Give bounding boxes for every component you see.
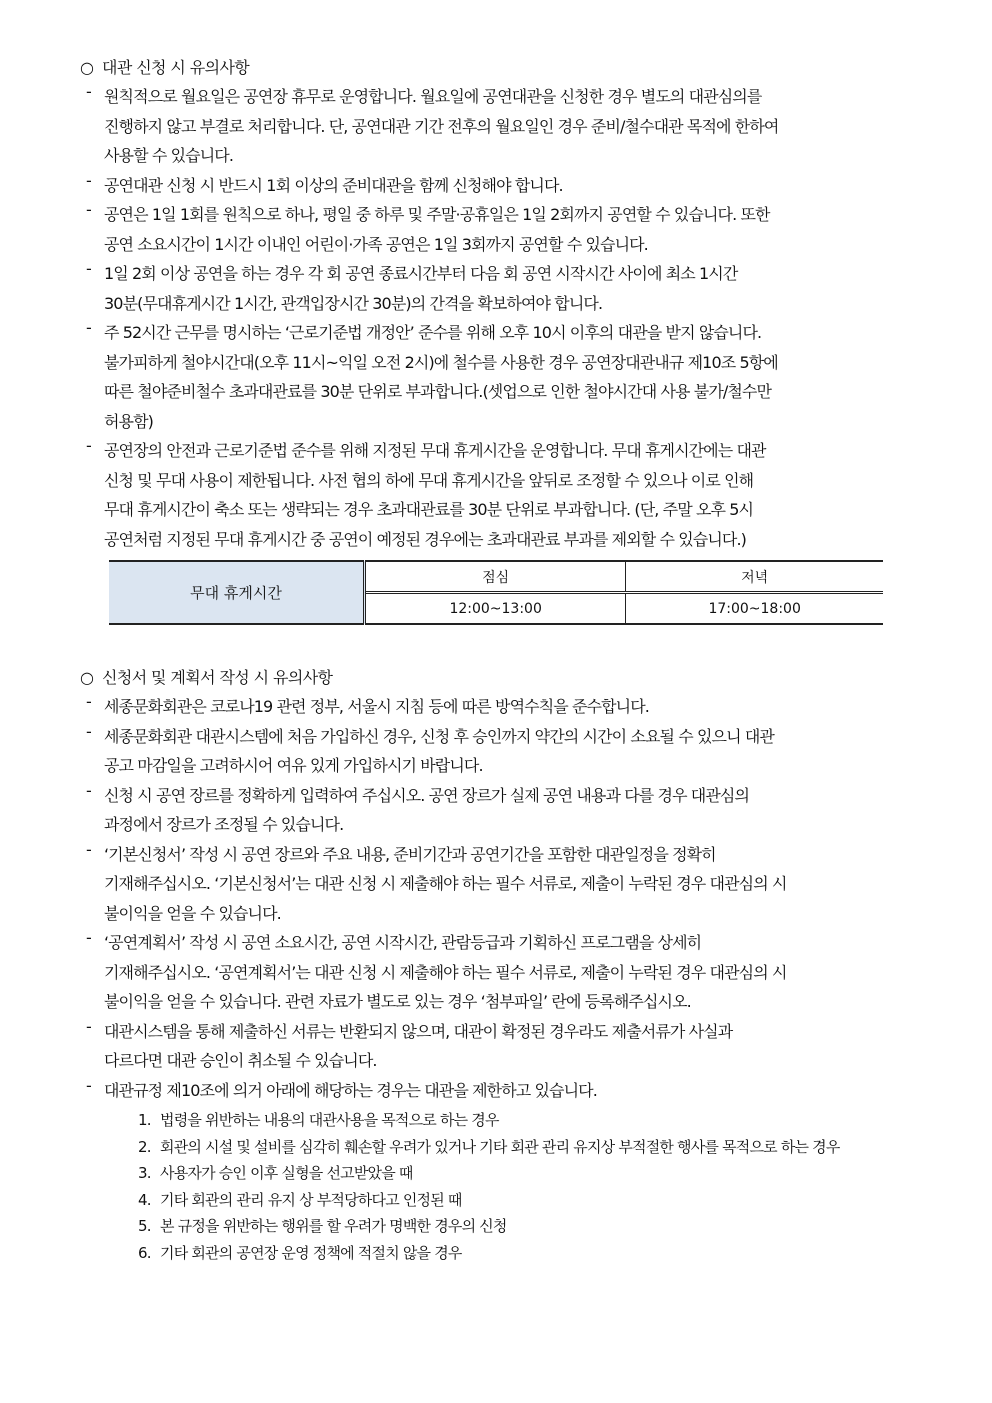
- list-item: [80, 692, 940, 722]
- text-line: 공연은 1일 1회를 원칙으로 하나, 평일 중 하루 및 주말·공휴일은 1일 2회까지 공연할 수 있습니다. 또한: [104, 205, 770, 224]
- text-line: 공연장의 안전과 근로기준법 준수를 위해 지정된 무대 휴게시간을 운영합니다. 무대 휴게시간에는 대관: [104, 441, 766, 460]
- dash-bullet-icon: -: [86, 82, 92, 101]
- text-line: 다르다면 대관 승인이 취소될 수 있습니다.: [104, 1051, 377, 1070]
- numbered-item: [138, 1160, 940, 1187]
- dash-bullet-icon: -: [86, 928, 92, 947]
- text-line: 공고 마감일을 고려하시어 여유 있게 가입하시기 바랍니다.: [104, 756, 483, 775]
- text-line: ‘공연계획서’ 작성 시 공연 소요시간, 공연 시작시간, 관람등급과 기획하신 프로그램을 상세히: [104, 933, 702, 952]
- item-number: 2.: [138, 1137, 151, 1156]
- dash-bullet-icon: -: [86, 721, 92, 741]
- text-line: 진행하지 않고 부결로 처리합니다. 단, 공연대관 기간 전후의 월요일인 경우 준비/철수대관 목적에 한하여: [104, 116, 779, 136]
- text-line: 1일 2회 이상 공연을 하는 경우 각 회 공연 종료시간부터 다음 회 공연 시작시간 사이에 최소 1시간: [104, 264, 738, 283]
- list-item: [80, 200, 940, 259]
- text-line: 원칙적으로 월요일은 공연장 휴무로 운영합니다. 월요일에 공연대관을 신청한 경우 별도의 대관심의를: [104, 87, 762, 106]
- text-line: 기재해주십시오. ‘공연계획서’는 대관 신청 시 제출해야 하는 필수 서류로, 제출이 누락된 경우 대관심의 시: [104, 962, 787, 982]
- text-line: 허용함): [104, 411, 154, 431]
- numbered-item: [138, 1213, 940, 1240]
- list-item: [80, 82, 940, 171]
- item-text: 법령을 위반하는 내용의 대관사용을 목적으로 하는 경우: [160, 1111, 499, 1129]
- list-item: [80, 1017, 940, 1076]
- text-line: 30분(무대휴게시간 1시간, 관객입장시간 30분)의 간격을 확보하여야 합니다.: [104, 293, 603, 313]
- text-line: 공연대관 신청 시 반드시 1회 이상의 준비대관을 함께 신청해야 합니다.: [104, 175, 563, 195]
- dash-bullet-icon: -: [86, 692, 92, 711]
- dash-bullet-icon: -: [86, 259, 92, 278]
- item-text: 사용자가 승인 이후 실형을 선고받았을 때: [160, 1164, 413, 1182]
- section-title: 신청서 및 계획서 작성 시 유의사항: [102, 668, 333, 687]
- list-item: [80, 781, 940, 840]
- text-line: 대관규정 제10조에 의거 아래에 해당하는 경우는 대관을 제한하고 있습니다.: [104, 1080, 597, 1100]
- text-line: 과정에서 장르가 조정될 수 있습니다.: [104, 815, 344, 834]
- item-text: 기타 회관의 공연장 운영 정책에 적절치 않을 경우: [160, 1243, 462, 1262]
- numbered-item: [138, 1134, 940, 1161]
- item-number: 1.: [138, 1111, 151, 1129]
- section-title: 대관 신청 시 유의사항: [102, 58, 250, 77]
- list-item: [80, 318, 940, 436]
- numbered-item: [138, 1240, 940, 1267]
- text-line: 불가피하게 철야시간대(오후 11시~익일 오전 2시)에 철수를 사용한 경우 공연장대관내규 제10조 5항에: [104, 352, 778, 372]
- text-line: 신청 시 공연 장르를 정확하게 입력하여 주십시오. 공연 장르가 실제 공연 내용과 다를 경우 대관심의: [104, 785, 750, 805]
- text-line: 신청 및 무대 사용이 제한됩니다. 사전 협의 하에 무대 휴게시간을 앞뒤로 조정할 수 있으나 이로 인해: [104, 470, 754, 490]
- list-item: [80, 840, 940, 929]
- dash-bullet-icon: -: [86, 839, 92, 859]
- dash-bullet-icon: -: [86, 170, 92, 190]
- text-line: 불이익을 얻을 수 있습니다.: [104, 903, 281, 923]
- text-line: 사용할 수 있습니다.: [104, 146, 234, 165]
- list-item: [80, 1076, 940, 1106]
- item-number: 6.: [138, 1243, 151, 1262]
- section-heading: [80, 664, 940, 692]
- bullet-list: [80, 82, 940, 554]
- numbered-item: [138, 1107, 940, 1134]
- bullet-list: [80, 692, 940, 1105]
- dash-bullet-icon: -: [86, 780, 92, 800]
- dash-bullet-icon: -: [86, 200, 92, 219]
- item-text: 본 규정을 위반하는 행위를 할 우려가 명백한 경우의 신청: [160, 1217, 507, 1235]
- text-line: 세종문화회관 대관시스템에 처음 가입하신 경우, 신청 후 승인까지 약간의 시간이 소요될 수 있으니 대관: [104, 726, 774, 746]
- text-line: 세종문화회관은 코로나19 관련 정부, 서울시 지침 등에 따른 방역수칙을 준수합니다.: [104, 697, 649, 716]
- dash-bullet-icon: -: [86, 1016, 92, 1036]
- dinner-header: 저녁: [626, 561, 883, 593]
- list-item: [80, 928, 940, 1017]
- stage-rest-time-table: [109, 560, 883, 625]
- text-line: ‘기본신청서’ 작성 시 공연 장르와 주요 내용, 준비기간과 공연기간을 포함한 대관일정을 정확히: [104, 844, 716, 864]
- item-number: 4.: [138, 1190, 151, 1209]
- numbered-list: [80, 1107, 940, 1266]
- text-line: 공연 소요시간이 1시간 이내인 어린이·가족 공연은 1일 3회까지 공연할 수 있습니다.: [104, 234, 648, 254]
- text-line: 따른 철야준비철수 초과대관료를 30분 단위로 부과합니다.(셋업으로 인한 철야시간대 사용 불가/철수만: [104, 382, 772, 401]
- section-application-notes: [80, 664, 940, 1266]
- numbered-item: [138, 1187, 940, 1214]
- item-text: 기타 회관의 관리 유지 상 부적당하다고 인정된 때: [160, 1190, 462, 1209]
- text-line: 불이익을 얻을 수 있습니다. 관련 자료가 별도로 있는 경우 ‘첨부파일’ 란에 등록해주십시오.: [104, 992, 691, 1011]
- lunch-time: 12:00~13:00: [365, 593, 626, 625]
- dash-bullet-icon: -: [86, 318, 92, 337]
- circle-marker-icon: ○: [80, 58, 94, 77]
- list-item: [80, 722, 940, 781]
- text-line: 대관시스템을 통해 제출하신 서류는 반환되지 않으며, 대관이 확정된 경우라도 제출서류가 사실과: [104, 1021, 733, 1041]
- circle-marker-icon: ○: [80, 668, 94, 687]
- list-item: [80, 436, 940, 554]
- text-line: 공연처럼 지정된 무대 휴게시간 중 공연이 예정된 경우에는 초과대관료 부과를 제외할 수 있습니다.): [104, 529, 747, 549]
- dash-bullet-icon: -: [86, 436, 92, 455]
- text-line: 주 52시간 근무를 명시하는 ‘근로기준법 개정안’ 준수를 위해 오후 10시 이후의 대관을 받지 않습니다.: [104, 323, 762, 342]
- list-item: [80, 259, 940, 318]
- item-text: 회관의 시설 및 설비를 심각히 훼손할 우려가 있거나 기타 회관 관리 유지상 부적절한 행사를 목적으로 하는 경우: [160, 1137, 840, 1156]
- list-item: [80, 171, 940, 201]
- dinner-time: 17:00~18:00: [626, 593, 883, 625]
- item-number: 3.: [138, 1164, 151, 1182]
- text-line: 기재해주십시오. ‘기본신청서’는 대관 신청 시 제출해야 하는 필수 서류로, 제출이 누락된 경우 대관심의 시: [104, 874, 787, 893]
- text-line: 무대 휴게시간이 축소 또는 생략되는 경우 초과대관료를 30분 단위로 부과합니다. (단, 주말 오후 5시: [104, 500, 754, 519]
- lunch-header: 점심: [365, 561, 626, 593]
- dash-bullet-icon: -: [86, 1075, 92, 1095]
- item-number: 5.: [138, 1217, 151, 1235]
- section-rental-notes: [80, 54, 940, 554]
- table-row-label: 무대 휴게시간: [109, 561, 365, 624]
- section-heading: [80, 54, 940, 82]
